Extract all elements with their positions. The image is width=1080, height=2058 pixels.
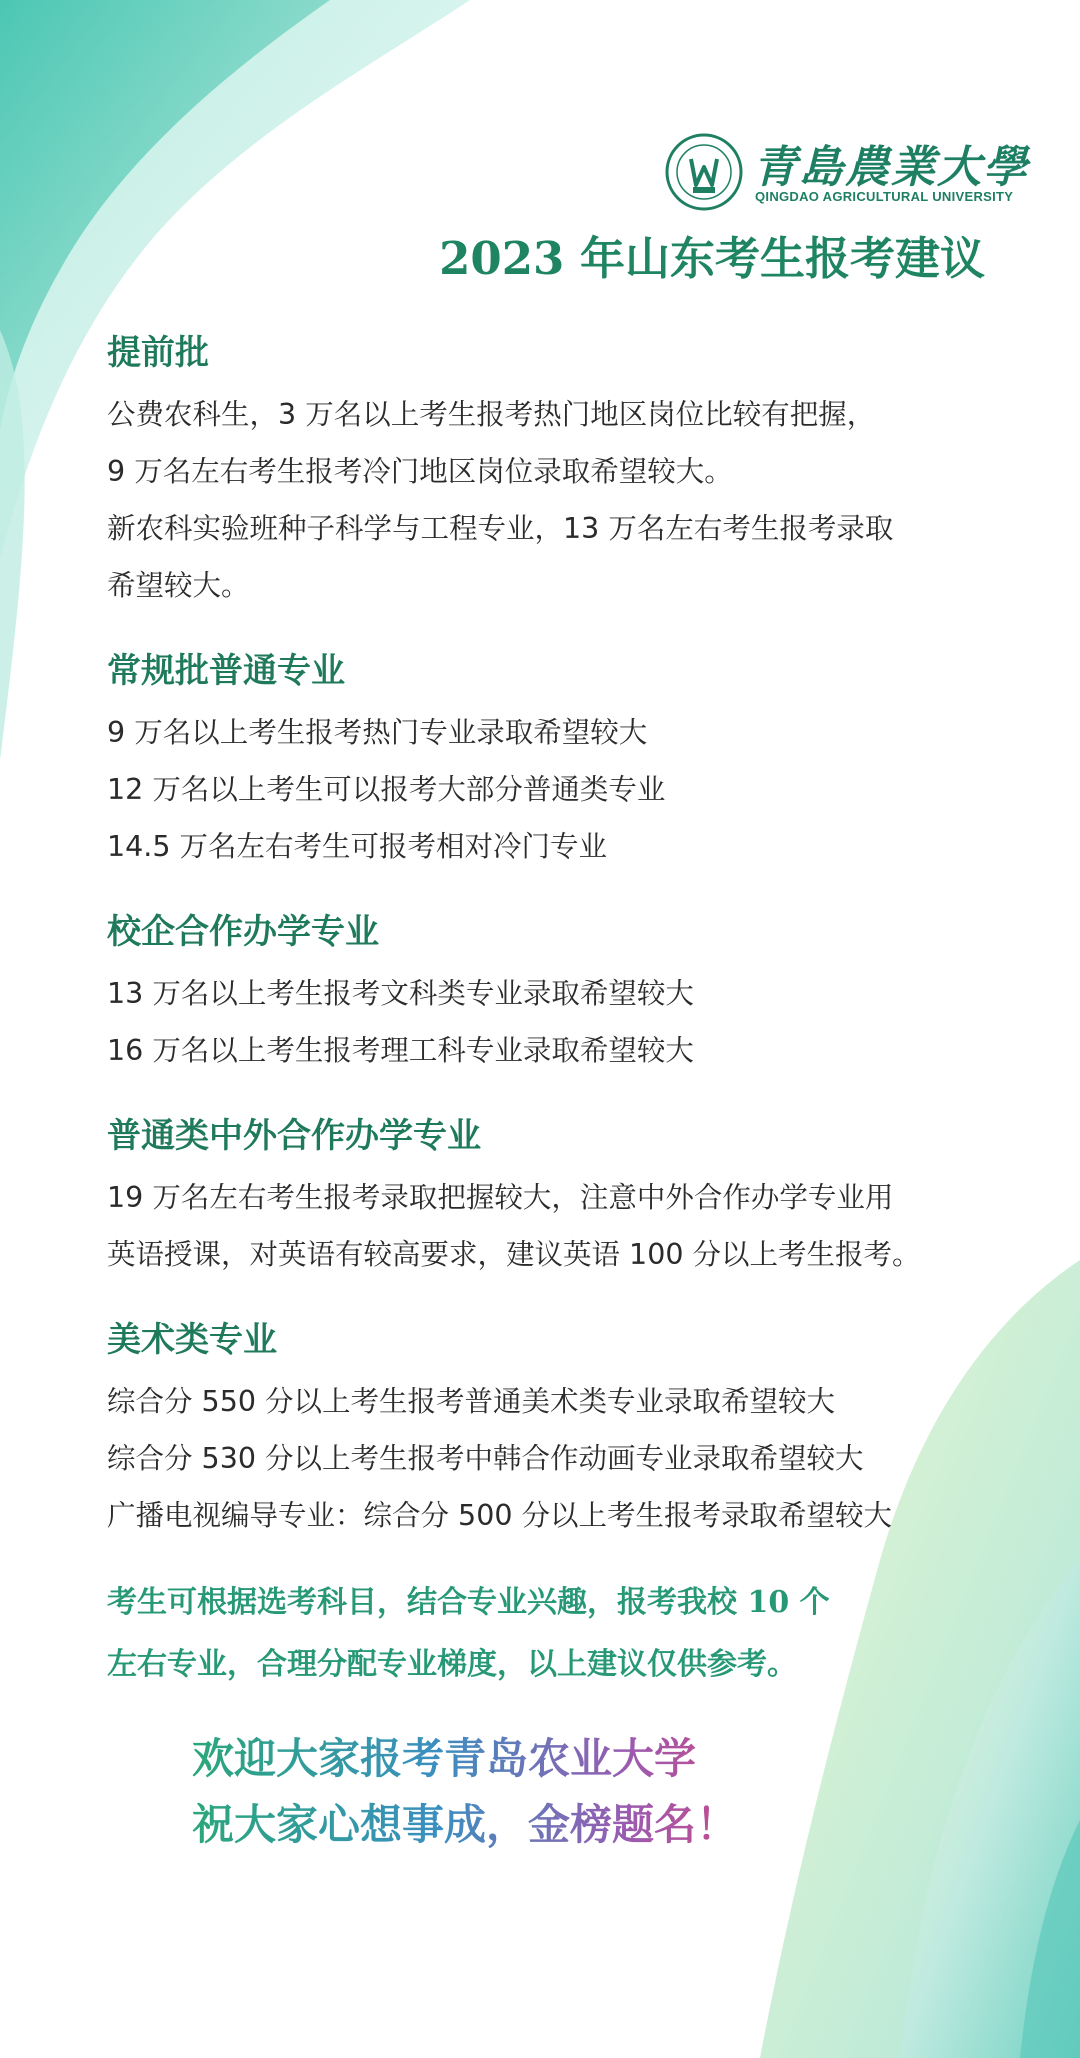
slogan-line: 欢迎大家报考青岛农业大学 [192,1726,892,1792]
section-line: 9 万名以上考生报考热门专业录取希望较大 [107,716,648,749]
section-line: 希望较大。 [107,569,250,602]
logo-chinese-name: 青島農業大學 [753,142,1029,193]
section-line: 13 万名以上考生报考文科类专业录取希望较大 [107,977,694,1010]
section-title: 美术类专业 [107,1320,277,1360]
advice-content [107,326,1007,1574]
section-line: 9 万名左右考生报考冷门地区岗位录取希望较大。 [107,455,733,488]
section-line: 14.5 万名左右考生可报考相对冷门专业 [107,830,608,863]
section-line: 12 万名以上考生可以报考大部分普通类专业 [107,773,666,806]
slogan-line: 祝大家心想事成，金榜题名！ [192,1792,892,1858]
university-seal-icon [665,133,743,211]
section-line: 16 万名以上考生报考理工科专业录取希望较大 [107,1034,694,1067]
section-art [107,1313,1007,1544]
section-title: 校企合作办学专业 [107,912,379,952]
section-regular-batch [107,644,1007,875]
note-line: 考生可根据选考科目，结合专业兴趣，报考我校 10 个 [107,1585,830,1620]
section-title: 普通类中外合作办学专业 [107,1116,481,1156]
section-line: 19 万名左右考生报考录取把握较大，注意中外合作办学专业用 [107,1181,894,1214]
section-sino-foreign [107,1109,1007,1283]
note-line: 左右专业，合理分配专业梯度，以上建议仅供参考。 [107,1647,797,1682]
page-title: 2023 年山东考生报考建议 [439,232,985,285]
section-line: 综合分 530 分以上考生报考中韩合作动画专业录取希望较大 [107,1442,864,1475]
section-line: 公费农科生，3 万名以上考生报考热门地区岗位比较有把握， [107,398,876,431]
university-logo [665,125,1029,225]
section-school-enterprise [107,905,1007,1079]
section-line: 英语授课，对英语有较高要求，建议英语 100 分以上考生报考。 [107,1238,921,1271]
section-title: 提前批 [107,333,209,373]
logo-english-name: QINGDAO AGRICULTURAL UNIVERSITY [755,189,1014,204]
section-title: 常规批普通专业 [107,651,345,691]
closing-note [107,1572,1007,1696]
section-line: 新农科实验班种子科学与工程专业，13 万名左右考生报考录取 [107,512,894,545]
section-line: 综合分 550 分以上考生报考普通美术类专业录取希望较大 [107,1385,836,1418]
section-early-batch [107,326,1007,614]
welcome-slogan [192,1726,892,1858]
section-line: 广播电视编导专业：综合分 500 分以上考生报考录取希望较大 [107,1499,893,1532]
